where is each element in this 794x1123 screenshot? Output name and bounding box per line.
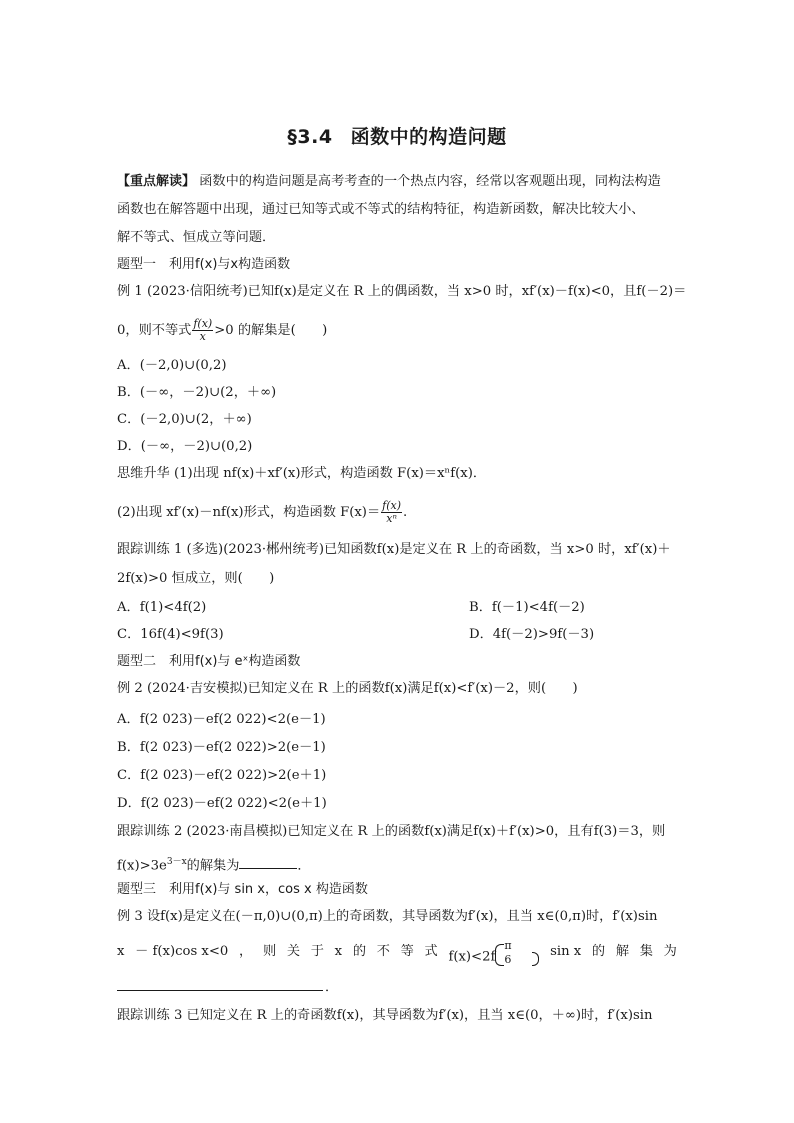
tr1-line-1: 跟踪训练 1 (多选)(2023·郴州统考)已知函数f(x)是定义在 R 上的奇函数，当 x>0 时，xf′(x)＋ xyxy=(117,542,671,557)
ex3-line-1: 例 3 设f(x)是定义在(－π,0)∪(0,π)上的奇函数，其导函数为f′(x)，且当 x∈(0,π)时，f′(x)sin xyxy=(117,909,658,924)
ex1-option-b: B．(－∞，－2)∪(2，＋∞) xyxy=(117,385,277,400)
tr1-option-d: D．4f(－2)>9f(－3) xyxy=(469,627,595,642)
ex1-option-c: C．(－2,0)∪(2，＋∞) xyxy=(117,412,252,427)
type1-heading: 题型一 利用f(x)与x构造函数 xyxy=(117,257,291,272)
type3-heading: 题型三 利用f(x)与 sin x，cos x 构造函数 xyxy=(117,882,368,897)
ex1-line-1: 例 1 (2023·信阳统考)已知f(x)是定义在 R 上的偶函数，当 x>0 时，xf′(x)－f(x)<0，且f(－2)＝ xyxy=(117,284,687,299)
ex3-inequality: f(x)<2f π 6 xyxy=(448,942,539,972)
tr2-line-1: 跟踪训练 2 (2023·南昌模拟)已知定义在 R 上的函数f(x)满足f(x)＋f′(x)>0，且有f(3)＝3，则 xyxy=(117,824,666,839)
section-title xyxy=(0,122,794,149)
answer-blank[interactable] xyxy=(239,856,297,869)
intro-tag: 【重点解读】 xyxy=(117,174,196,189)
summary-line-2: (2)出现 xf′(x)－nf(x)形式，构造函数 F(x)＝ $\frac{f(x)}{\text{xⁿ}}$ . xyxy=(117,499,408,525)
summary-fraction: $\frac{f(x)}{\text{xⁿ}}$ xyxy=(382,499,402,525)
tr1-line-2: 2f(x)>0 恒成立，则( ) xyxy=(117,571,275,586)
pi-over-six: π 6 xyxy=(495,942,539,972)
summary-line-1: 思维升华 (1)出现 nf(x)＋xf′(x)形式，构造函数 F(x)＝xⁿf(x)． xyxy=(117,466,487,481)
tr2-line-2: $f(x)>3e^{3-x}$的解集为 ． xyxy=(117,857,311,874)
tr3-line-1: 跟踪训练 3 已知定义在 R 上的奇函数f(x)，其导函数为f′(x)，且当 x∈(0，＋∞)时，f′(x)sin xyxy=(117,1008,653,1023)
section-number: §3.4 xyxy=(287,126,333,148)
ex2-option-b: B．f(2 023)－ef(2 022)>2(e－1) xyxy=(117,740,326,755)
ex1-option-a: A．(－2,0)∪(0,2) xyxy=(117,358,227,373)
section-title-text: 函数中的构造问题 xyxy=(350,126,507,148)
ex3-end-mark: ． xyxy=(325,980,339,995)
tr1-option-a: A．f(1)<4f(2) xyxy=(117,600,207,615)
tr1-options-row-2 xyxy=(117,625,677,645)
ex2-option-d: D．f(2 023)－ef(2 022)<2(e＋1) xyxy=(117,796,327,811)
intro-line-1: 【重点解读】 函数中的构造问题是高考考查的一个热点内容，经常以客观题出现，同构法构造 xyxy=(117,174,661,189)
ex2-option-a: A．f(2 023)－ef(2 022)<2(e－1) xyxy=(117,712,326,727)
ex1-fraction: $\frac{f(x)}{x}$ xyxy=(193,317,213,343)
ex2-line-1: 例 2 (2024·吉安模拟)已知定义在 R 上的函数f(x)满足f(x)<f′(x)－2，则( ) xyxy=(117,681,578,696)
tr1-option-b: B．f(－1)<4f(－2) xyxy=(469,600,585,615)
tr1-option-c: C．16f(4)<9f(3) xyxy=(117,627,224,642)
intro-line-2: 函数也在解答题中出现，通过已知等式或不等式的结构特征，构造新函数，解决比较大小、 xyxy=(117,202,645,217)
intro-line-3: 解不等式、恒成立等问题． xyxy=(117,230,276,245)
ex2-option-c: C．f(2 023)－ef(2 022)>2(e＋1) xyxy=(117,768,327,783)
ex3-line-2: x － f(x)cos x<0 ， 则 关 于 x 的 不 等 式 f(x)<2f π 6 sin x 的 解 集 为 xyxy=(117,942,677,972)
type2-heading: 题型二 利用f(x)与 eˣ构造函数 xyxy=(117,654,301,669)
ex1-option-d: D．(－∞，－2)∪(0,2) xyxy=(117,439,253,454)
tr1-options-row-1 xyxy=(117,598,677,618)
ex1-line-2: 0，则不等式 $\frac{f(x)}{x}$ >0 的解集是( ) xyxy=(117,317,328,343)
ex3-answer-blank[interactable] xyxy=(117,990,323,991)
